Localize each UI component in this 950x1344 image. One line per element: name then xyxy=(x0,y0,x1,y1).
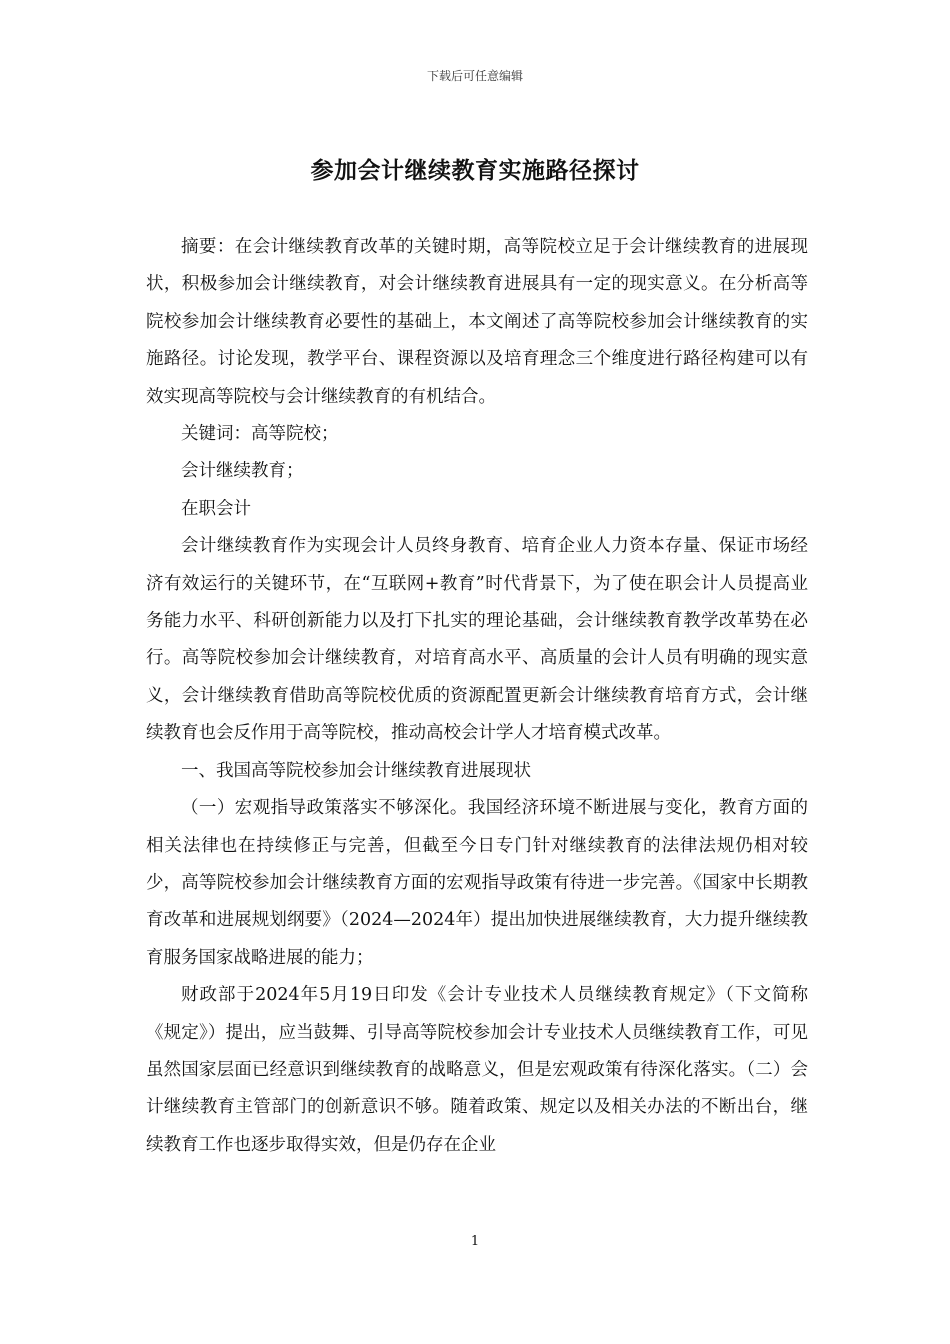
intro-paragraph: 会计继续教育作为实现会计人员终身教育、培育企业人力资本存量、保证市场经济有效运行的关键环节，在“互联网+教育”时代背景下，为了使在职会计人员提高业务能力水平、科研创新能力以及打下扎实的理论基础，会计继续教育教学改革势在必行。高等院校参加会计继续教育，对培育高水平、高质量的会计人员有明确的现实意义，会计继续教育借助高等院校优质的资源配置更新会计继续教育培育方式，会计继续教育也会反作用于高等院校，推动高校会计学人才培育模式改革。 xyxy=(146,536,808,744)
page-header: 下载后可任意编辑 xyxy=(426,69,523,83)
keyword-item: 在职会计 xyxy=(181,498,251,519)
keyword-item: 会计继续教育； xyxy=(181,461,304,482)
document-title: 参加会计继续教育实施路径探讨 xyxy=(310,158,640,184)
body-paragraph: （一）宏观指导政策落实不够深化。我国经济环境不断进展与变化，教育方面的相关法律也在持续修正与完善，但截至今日专门针对继续教育的法律法规仍相对较少，高等院校参加会计继续教育方面的宏观指导政策有待进一步完善。《国家中长期教育改革和进展规划纲要》（2024—2024年）提出加快进展继续教育，大力提升继续教育服务国家战略进展的能力； xyxy=(146,798,808,968)
document-body xyxy=(146,229,808,1164)
keywords-line: 关键词：高等院校； xyxy=(181,424,339,445)
page-number: 1 xyxy=(470,1234,480,1249)
abstract-paragraph: 摘要：在会计继续教育改革的关键时期，高等院校立足于会计继续教育的进展现状，积极参加会计继续教育，对会计继续教育进展具有一定的现实意义。在分析高等院校参加会计继续教育必要性的基础上，本文阐述了高等院校参加会计继续教育的实施路径。讨论发现，教学平台、课程资源以及培育理念三个维度进行路径构建可以有效实现高等院校与会计继续教育的有机结合。 xyxy=(146,237,808,407)
section-heading: 一、我国高等院校参加会计继续教育进展现状 xyxy=(181,760,531,781)
body-paragraph: 财政部于2024年5月19日印发《会计专业技术人员继续教育规定》（下文简称《规定》）提出，应当鼓舞、引导高等院校参加会计专业技术人员继续教育工作，可见虽然国家层面已经意识到继续教育的战略意义，但是宏观政策有待深化落实。（二）会计继续教育主管部门的创新意识不够。随着政策、规定以及相关办法的不断出台，继续教育工作也逐步取得实效，但是仍存在企业 xyxy=(146,985,808,1155)
